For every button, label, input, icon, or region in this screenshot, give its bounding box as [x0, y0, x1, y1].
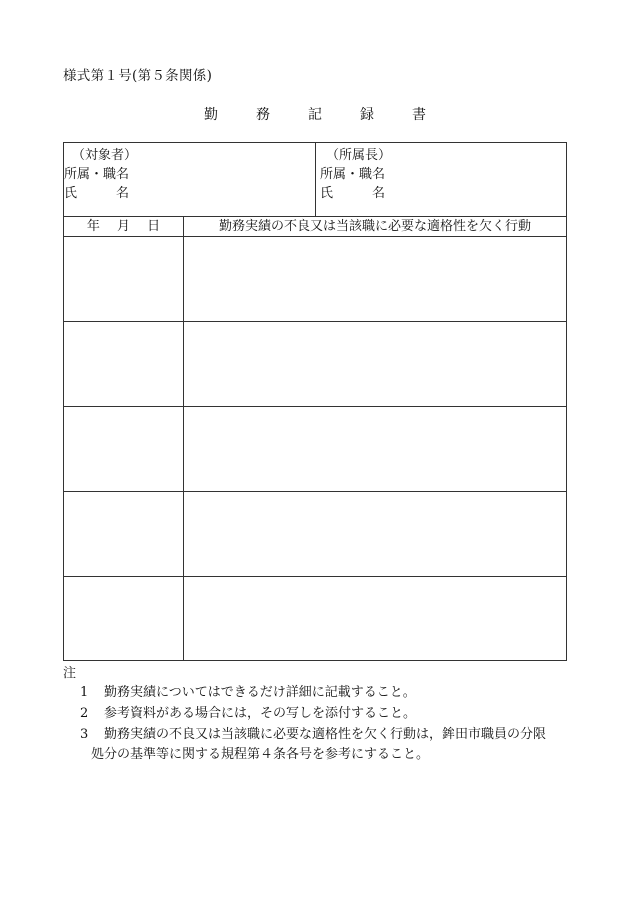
- notes-heading: 注: [63, 666, 77, 681]
- supervisor-section-label: （所属長）: [326, 148, 392, 163]
- table-row: [64, 577, 566, 660]
- subject-section-label: （対象者）: [72, 148, 138, 163]
- note-number: 2: [80, 706, 89, 721]
- behavior-cell[interactable]: [184, 407, 566, 491]
- behavior-cell[interactable]: [184, 237, 566, 321]
- date-cell[interactable]: [64, 237, 183, 321]
- date-cell[interactable]: [64, 407, 183, 491]
- behavior-cell[interactable]: [184, 577, 566, 660]
- note-text-continuation: 処分の基準等に関する規程第４条各号を参考にすること。: [91, 747, 430, 762]
- table-row: [64, 407, 566, 491]
- note-text: 勤務実績の不良又は当該職に必要な適格性を欠く行動は，鉾田市職員の分限: [104, 727, 547, 742]
- date-cell[interactable]: [64, 492, 183, 576]
- column-header-date: 年 月 日: [86, 219, 161, 234]
- note-text: 参考資料がある場合には，その写しを添付すること。: [104, 706, 417, 721]
- document-title: 勤 務 記 録 書: [204, 107, 438, 123]
- subject-name-label: 氏 名: [64, 186, 130, 201]
- table-row: [64, 237, 566, 321]
- supervisor-name-label: 氏 名: [320, 186, 386, 201]
- table-row: [64, 322, 566, 406]
- column-header-behavior: 勤務実績の不良又は当該職に必要な適格性を欠く行動: [218, 219, 531, 234]
- behavior-cell[interactable]: [184, 322, 566, 406]
- subject-affiliation-label: 所属・職名: [64, 167, 130, 182]
- note-number: 1: [80, 685, 89, 700]
- table-row: [64, 492, 566, 576]
- form-number: 様式第１号(第５条関係): [63, 68, 213, 84]
- supervisor-affiliation-label: 所属・職名: [320, 167, 386, 182]
- note-text: 勤務実績についてはできるだけ詳細に記載すること。: [104, 685, 416, 700]
- record-table: [63, 142, 567, 661]
- behavior-cell[interactable]: [184, 492, 566, 576]
- date-cell[interactable]: [64, 322, 183, 406]
- header-divider: [315, 143, 316, 216]
- date-cell[interactable]: [64, 577, 183, 660]
- note-number: 3: [80, 727, 89, 742]
